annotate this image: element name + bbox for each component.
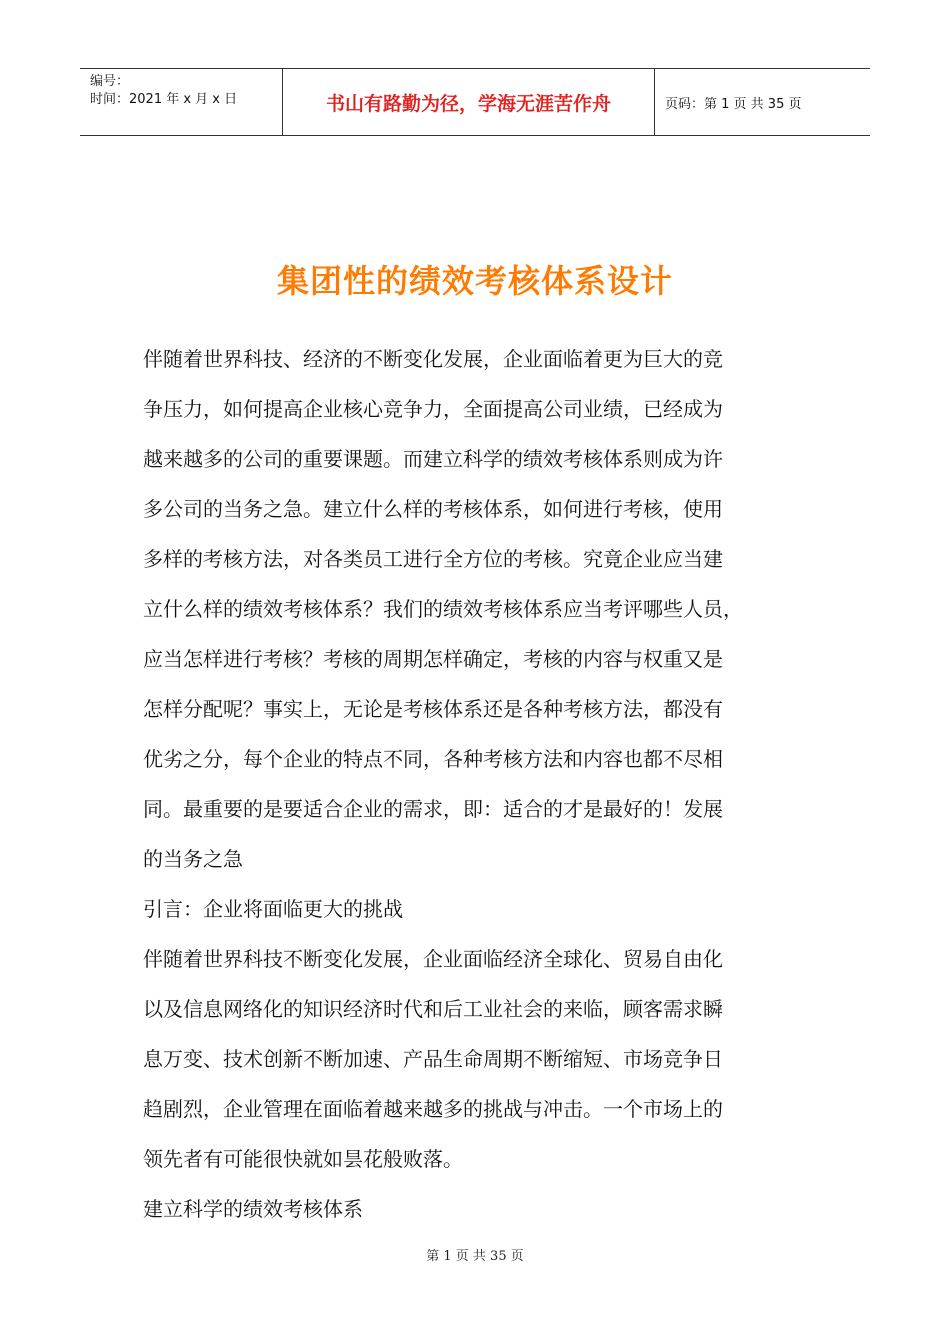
- section-heading: 引言：企业将面临更大的挑战: [143, 897, 403, 921]
- body-line: 伴随着世界科技、经济的不断变化发展，企业面临着更为巨大的竞: [143, 347, 723, 371]
- body-line: 怎样分配呢？事实上，无论是考核体系还是各种考核方法，都没有: [143, 697, 723, 721]
- header-page-info: 页码：第 1 页 共 35 页: [665, 96, 802, 112]
- body-line: 争压力，如何提高企业核心竞争力，全面提高公司业绩，已经成为: [143, 397, 723, 421]
- body-line: 多样的考核方法，对各类员工进行全方位的考核。究竟企业应当建: [143, 547, 723, 571]
- body-line: 多公司的当务之急。建立什么样的考核体系，如何进行考核，使用: [143, 497, 723, 521]
- body-line: 以及信息网络化的知识经济时代和后工业社会的来临，顾客需求瞬: [143, 997, 723, 1021]
- body-line: 同。最重要的是要适合企业的需求，即：适合的才是最好的！发展: [143, 797, 723, 821]
- body-line: 越来越多的公司的重要课题。而建立科学的绩效考核体系则成为许: [143, 447, 723, 471]
- document-title: 集团性的绩效考核体系设计: [276, 262, 673, 300]
- body-line: 优劣之分，每个企业的特点不同，各种考核方法和内容也都不尽相: [143, 747, 723, 771]
- body-line: 趋剧烈，企业管理在面临着越来越多的挑战与冲击。一个市场上的: [143, 1097, 723, 1121]
- body-line: 应当怎样进行考核？考核的周期怎样确定，考核的内容与权重又是: [143, 647, 723, 671]
- number-label: 编号：: [90, 74, 130, 89]
- header-meta: [80, 69, 282, 135]
- body-line: 立什么样的绩效考核体系？我们的绩效考核体系应当考评哪些人员，: [143, 597, 743, 621]
- body-line: 的当务之急: [143, 847, 243, 871]
- body-line: 伴随着世界科技不断变化发展，企业面临经济全球化、贸易自由化: [143, 947, 723, 971]
- document-body: [143, 334, 803, 1234]
- body-line: 息万变、技术创新不断加速、产品生命周期不断缩短、市场竞争日: [143, 1047, 723, 1071]
- header-motto: 书山有路勤为径，学海无涯苦作舟: [282, 69, 655, 135]
- time-label: 时间：2021 年 x 月 x 日: [90, 92, 238, 107]
- section-heading: 建立科学的绩效考核体系: [143, 1197, 363, 1221]
- body-line: 领先者有可能很快就如昙花般败落。: [143, 1147, 463, 1171]
- page-header: [80, 68, 870, 136]
- page-footer: 第 1 页 共 35 页: [426, 1249, 524, 1264]
